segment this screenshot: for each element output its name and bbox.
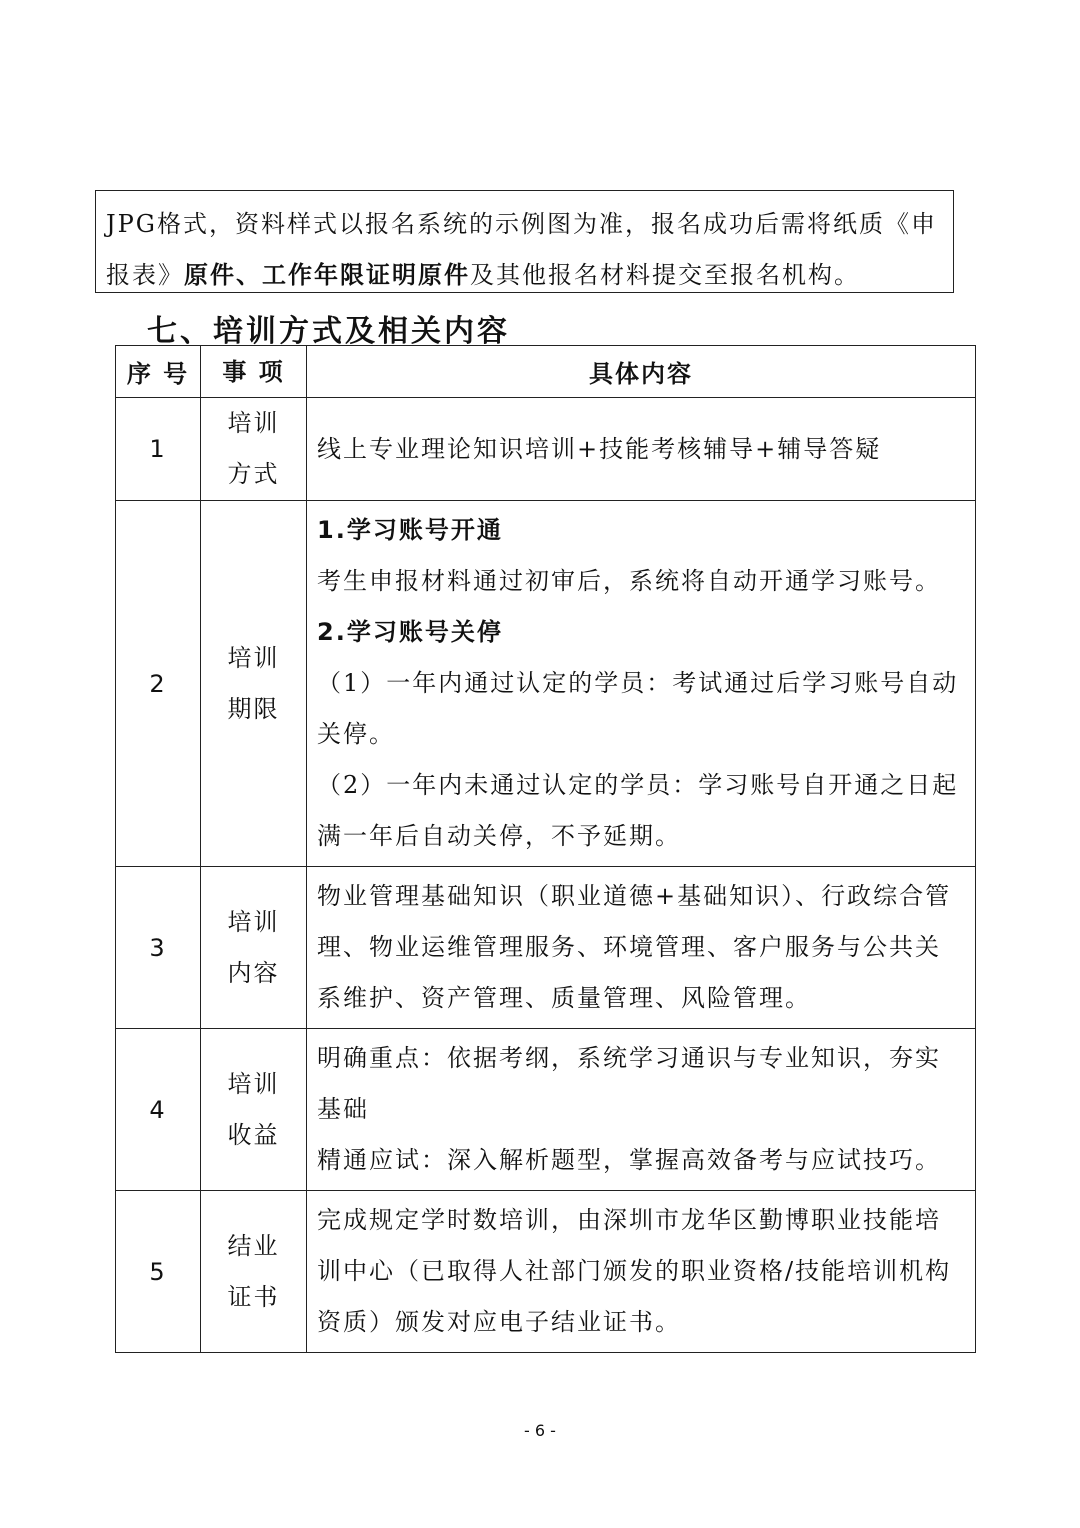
content-line: 明确重点：依据考纲，系统学习通识与专业知识，夯实基础: [317, 1044, 941, 1123]
row-content: [307, 1029, 976, 1191]
row-content: [307, 1191, 976, 1353]
header-content: 具体内容: [307, 346, 976, 398]
row-number: 2: [116, 501, 201, 867]
training-table: [115, 345, 976, 1353]
item-line: 内容: [227, 958, 280, 987]
row-number: 3: [116, 867, 201, 1029]
content-line: （2）一年内未通过认定的学员：学习账号自开通之日起满一年后自动关停，不予延期。: [317, 771, 959, 850]
header-item: 事 项: [201, 346, 307, 398]
row-item: [201, 501, 307, 867]
item-line: 培训: [227, 409, 280, 437]
table-header-row: [116, 346, 976, 398]
table-row: [116, 1191, 976, 1353]
table-row: [116, 501, 976, 867]
row-item: [201, 1191, 307, 1353]
box-text-bold: 原件、工作年限证明原件: [184, 261, 470, 289]
item-line: 培训: [227, 1069, 280, 1098]
subheading: 2.学习账号关停: [317, 618, 503, 646]
box-text-2: 及其他报名材料提交至报名机构。: [470, 261, 860, 289]
content-line: 物业管理基础知识（职业道德+基础知识）、行政综合管理、物业运维管理服务、环境管理、客户服务与公共关系维护、资产管理、质量管理、风险管理。: [317, 882, 952, 1012]
row-item: [201, 398, 307, 501]
table-row: [116, 867, 976, 1029]
item-line: 期限: [227, 694, 280, 723]
table-row: [116, 398, 976, 501]
row-content: [307, 867, 976, 1029]
row-number: 5: [116, 1191, 201, 1353]
item-line: 结业: [227, 1231, 280, 1260]
row-number: 4: [116, 1029, 201, 1191]
box-text-1: JPG格式，资料样式以报名系统的示例图为准，报名成功后需将纸质《申报表》: [106, 210, 937, 289]
row-number: 1: [116, 398, 201, 501]
subheading: 1.学习账号开通: [317, 516, 503, 544]
content-line: 精通应试：深入解析题型，掌握高效备考与应试技巧。: [317, 1146, 941, 1174]
item-line: 培训: [227, 907, 280, 936]
row-content: [307, 398, 976, 501]
content-line: 完成规定学时数培训，由深圳市龙华区勤博职业技能培训中心（已取得人社部门颁发的职业资格/技能培训机构资质）颁发对应电子结业证书。: [317, 1206, 952, 1336]
item-line: 收益: [227, 1120, 280, 1149]
header-no: 序 号: [116, 346, 201, 398]
content-line: （1）一年内通过认定的学员：考试通过后学习账号自动关停。: [317, 669, 959, 748]
continued-text-box: [95, 190, 954, 293]
row-item: [201, 867, 307, 1029]
item-line: 证书: [227, 1282, 280, 1311]
content-line: 考生申报材料通过初审后，系统将自动开通学习账号。: [317, 567, 941, 595]
table-row: [116, 1029, 976, 1191]
page-number: - 6 -: [524, 1421, 556, 1440]
row-content: [307, 501, 976, 867]
content-line: 线上专业理论知识培训+技能考核辅导+辅导答疑: [317, 434, 882, 463]
item-line: 培训: [227, 643, 280, 672]
section-title: 七、培训方式及相关内容: [147, 314, 510, 349]
row-item: [201, 1029, 307, 1191]
item-line: 方式: [227, 460, 280, 488]
